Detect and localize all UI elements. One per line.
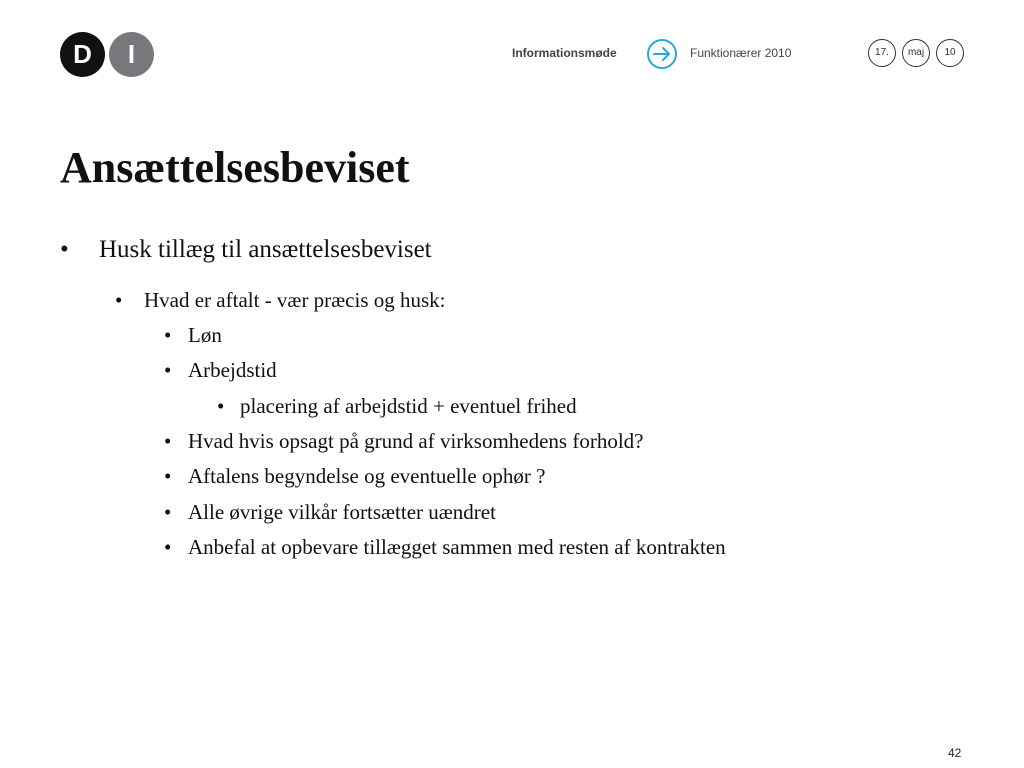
bullet-dot: • (164, 429, 172, 453)
bullet-dot: • (164, 323, 172, 347)
bullet-dot: • (164, 500, 172, 524)
bullet-text: Arbejdstid (188, 358, 277, 382)
bullet-text: Husk tillæg til ansættelsesbeviset (99, 236, 432, 263)
bullet-dot: • (164, 464, 172, 488)
bullet-text: Løn (188, 323, 222, 347)
bullet-text: Aftalens begyndelse og eventuelle ophør ? (188, 464, 546, 488)
bullet-dot: • (115, 288, 123, 312)
date-year-badge: 10 (936, 39, 964, 67)
slide-title: Ansættelsesbeviset (60, 143, 410, 192)
bullet-dot: • (217, 394, 225, 418)
bullet-dot: • (164, 358, 172, 382)
page-number: 42 (948, 746, 962, 760)
bullet-dot: • (164, 535, 172, 559)
date-day-badge: 17. (868, 39, 896, 67)
bullet-text: Anbefal at opbevare tillægget sammen med resten af kontrakten (188, 535, 726, 559)
bullet-text: Hvad hvis opsagt på grund af virksomhedens forhold? (188, 429, 644, 453)
bullet-dot: • (60, 236, 69, 263)
arrow-right-circle-icon (646, 38, 678, 70)
bullet-text: placering af arbejdstid + eventuel frihed (240, 394, 577, 418)
bullet-text: Hvad er aftalt - vær præcis og husk: (144, 288, 446, 312)
header-title: Informationsmøde (512, 46, 617, 60)
logo-letter-i: I (109, 32, 154, 77)
logo-letter-d: D (60, 32, 105, 77)
bullet-text: Alle øvrige vilkår fortsætter uændret (188, 500, 496, 524)
header-subtitle: Funktionærer 2010 (690, 46, 792, 60)
date-month-badge: maj (902, 39, 930, 67)
